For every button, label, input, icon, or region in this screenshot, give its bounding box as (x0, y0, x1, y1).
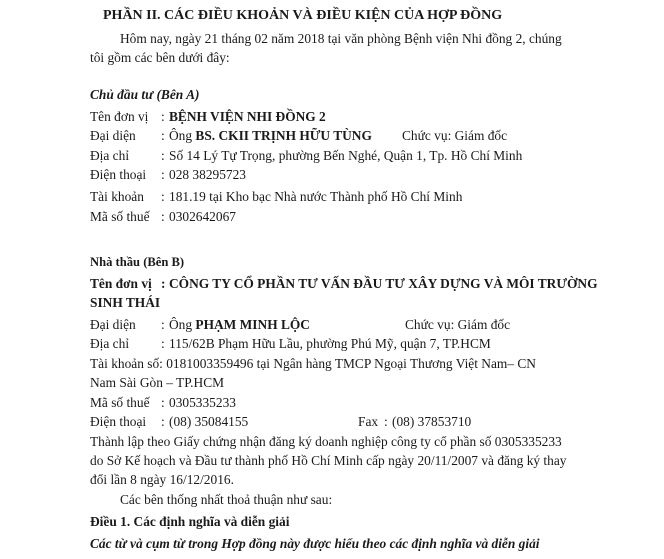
party-b-account-line-1: Tài khoản số: 0181003359496 tại Ngân hàng TMCP Ngoại Thương Việt Nam– CN (90, 356, 536, 371)
party-a-unit-label: Tên đơn vị (90, 109, 149, 124)
party-b-phone-label: Điện thoại (90, 414, 147, 429)
colon: : (161, 209, 165, 224)
party-b-unit-value-2: SINH THÁI (90, 295, 161, 310)
party-b-address-value: 115/62B Phạm Hữu Lầu, phường Phú Mỹ, quận 7, TP.HCM (169, 336, 491, 351)
colon: : (161, 317, 165, 332)
party-a-phone-label: Điện thoại (90, 167, 147, 182)
colon: : (161, 128, 165, 143)
party-b-address-label: Địa chỉ (90, 336, 130, 351)
party-b-fax-label: Fax (358, 414, 379, 429)
party-b-rep-prefix: Ông (169, 317, 196, 332)
colon: : (161, 109, 165, 124)
party-a-rep-position: Chức vụ: Giám đốc (402, 128, 508, 143)
party-b-phone-value: (08) 35084155 (169, 414, 249, 429)
party-a-tax-value: 0302642067 (169, 209, 236, 224)
colon: : (161, 395, 165, 410)
section-title: PHẦN II. CÁC ĐIỀU KHOẢN VÀ ĐIỀU KIỆN CỦA HỢP ĐỒNG (103, 8, 503, 23)
party-a-tax-label: Mã số thuế (90, 209, 150, 224)
colon: : (161, 167, 165, 182)
party-a-address-value: Số 14 Lý Tự Trọng, phường Bến Nghé, Quận 1, Tp. Hồ Chí Minh (169, 148, 523, 163)
article-1-title: Điều 1. Các định nghĩa và diễn giải (90, 514, 290, 529)
party-a-heading: Chủ đầu tư (Bên A) (90, 87, 200, 102)
colon: : (384, 414, 388, 429)
agreement-line: Các bên thống nhất thoả thuận như sau: (120, 492, 333, 507)
party-b-heading: Nhà thầu (Bên B) (90, 255, 185, 269)
colon: : (161, 276, 166, 291)
party-a-account-label: Tài khoản (90, 189, 144, 204)
party-b-rep-position: Chức vụ: Giám đốc (405, 317, 511, 332)
colon: : (161, 336, 165, 351)
party-a-rep (169, 129, 372, 142)
party-b-rep-label: Đại diện (90, 317, 136, 332)
party-b-established-3: đổi lần 8 ngày 16/12/2016. (90, 472, 234, 487)
colon: : (161, 189, 165, 204)
party-b-rep (169, 318, 310, 331)
party-b-unit-label: Tên đơn vị (90, 276, 152, 291)
intro-line-2: tôi gồm các bên dưới đây: (90, 50, 230, 65)
party-a-unit-value: BỆNH VIỆN NHI ĐỒNG 2 (169, 109, 326, 124)
party-b-established-2: do Sở Kế hoạch và Đầu tư thành phố Hồ Chí Minh cấp ngày 20/11/2007 và đăng ký thay (90, 453, 567, 468)
article-1-text: Các từ và cụm từ trong Hợp đồng này được hiểu theo các định nghĩa và diễn giải (90, 536, 540, 551)
party-b-account-line-2: Nam Sài Gòn – TP.HCM (90, 375, 225, 390)
intro-line-1: Hôm nay, ngày 21 tháng 02 năm 2018 tại văn phòng Bệnh viện Nhi đồng 2, chúng (120, 31, 562, 46)
party-a-rep-prefix: Ông (169, 128, 196, 143)
party-b-tax-label: Mã số thuế (90, 395, 150, 410)
party-b-established-1: Thành lập theo Giấy chứng nhận đăng ký doanh nghiệp công ty cổ phần số 0305335233 (90, 434, 562, 449)
party-b-fax-value: (08) 37853710 (392, 414, 472, 429)
party-a-rep-label: Đại diện (90, 128, 136, 143)
colon: : (161, 148, 165, 163)
colon: : (161, 414, 165, 429)
party-b-tax-value: 0305335233 (169, 395, 236, 410)
party-b-rep-name: PHẠM MINH LỘC (195, 317, 310, 332)
party-b-unit-value-1: CÔNG TY CỔ PHẦN TƯ VẤN ĐẦU TƯ XÂY DỰNG VÀ MÔI TRƯỜNG (169, 276, 598, 291)
party-a-account-value: 181.19 tại Kho bạc Nhà nước Thành phố Hồ Chí Minh (169, 189, 463, 204)
party-a-address-label: Địa chỉ (90, 148, 130, 163)
party-a-phone-value: 028 38295723 (169, 167, 246, 182)
party-a-rep-name: BS. CKII TRỊNH HỮU TÙNG (195, 128, 372, 143)
